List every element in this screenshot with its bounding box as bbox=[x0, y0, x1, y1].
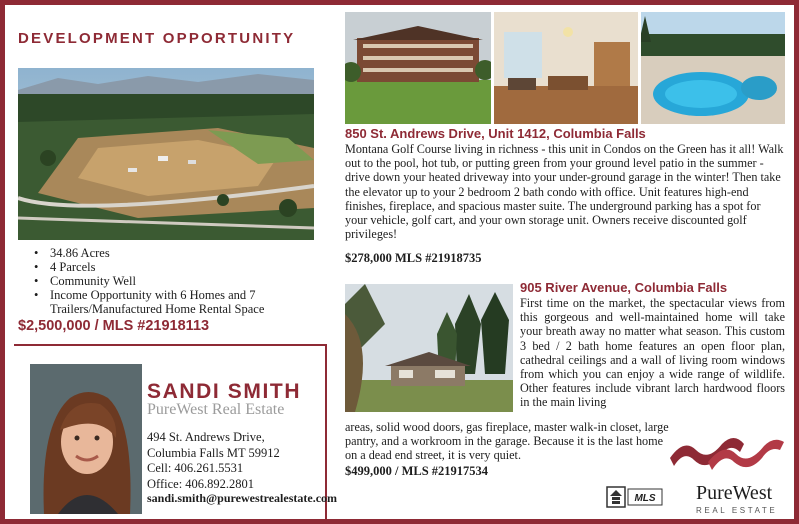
feature-acres: • 34.86 Acres bbox=[28, 246, 323, 260]
equal-housing-icon bbox=[606, 486, 664, 508]
listing1-description: Montana Golf Course living in richness - this unit in Condos on the Green has it all! Walk out to the pool, hot tub, or putting green from your ground level patio in the summer - drive down your heated driveway into your under-ground garage in the winter! Then take the elevator up to your 2 bedroom 2 bath condo with office. Unit features high-end finishes, fireplace, and spacious master suite. The underground parking has a spot for your vehicle, golf cart, and your own storage unit. Owners receive discounted golf privileges! bbox=[345, 142, 784, 242]
aerial-photo bbox=[18, 68, 314, 240]
feature-income: • Income Opportunity with 6 Homes and 7 Trailers/Manufactured Home Rental Space bbox=[28, 288, 323, 316]
feature-well: • Community Well bbox=[28, 274, 323, 288]
agent-office: Office: 406.892.2801 bbox=[147, 476, 255, 491]
listing1-photos bbox=[345, 12, 785, 124]
feature-parcels: • 4 Parcels bbox=[28, 260, 323, 274]
purewest-logo-subtitle: REAL ESTATE bbox=[696, 506, 778, 515]
agent-firm: PureWest Real Estate bbox=[147, 401, 285, 418]
development-price-mls: $2,500,000 / MLS #21918113 bbox=[18, 318, 210, 334]
purewest-logo: PureWest bbox=[696, 482, 773, 504]
listing2-title: 905 River Avenue, Columbia Falls bbox=[520, 280, 728, 295]
listing1-title: 850 St. Andrews Drive, Unit 1412, Columbia Falls bbox=[345, 126, 646, 141]
listing2-price-mls: $499,000 / MLS #21917534 bbox=[345, 464, 489, 478]
mls-badge-text: MLS bbox=[634, 493, 656, 504]
listing2-photo bbox=[345, 284, 513, 412]
pool-photo bbox=[641, 12, 785, 124]
condo-exterior-photo bbox=[345, 12, 491, 124]
listing2-description-part2: areas, solid wood doors, gas fireplace, master walk-in closet, large pantry, and a workroom in the garage. Because it is the last home on a dead end street, it is very quiet. bbox=[345, 420, 669, 463]
agent-address-line2: Columbia Falls MT 59912 bbox=[147, 445, 280, 460]
agent-name: SANDI SMITH bbox=[147, 380, 302, 403]
agent-portrait bbox=[30, 364, 142, 514]
agent-address-line1: 494 St. Andrews Drive, bbox=[147, 430, 265, 444]
condo-interior-photo bbox=[494, 12, 638, 124]
agent-contact bbox=[147, 430, 280, 492]
agent-email[interactable]: sandi.smith@purewestrealestate.com bbox=[147, 491, 338, 505]
equal-housing-mls-badge bbox=[606, 486, 664, 508]
development-features bbox=[28, 246, 323, 316]
development-title: DEVELOPMENT OPPORTUNITY bbox=[18, 30, 296, 47]
agent-cell: Cell: 406.261.5531 bbox=[147, 461, 244, 475]
listing1-price-mls: $278,000 MLS #21918735 bbox=[345, 251, 482, 265]
divider-horizontal bbox=[14, 344, 325, 346]
listing2-description-part1: First time on the market, the spectacular views from this gorgeous and well-maintained home will take your breath away no matter what season. This custom 3 bed / 2 bath home features an open floor plan, cathedral ceilings and a wall of living room windows from which you can enjoy a wide range of wildlife. Other features include vibrant larch hardwood floors in the main living bbox=[520, 296, 785, 410]
purewest-ribbon-icon bbox=[668, 428, 786, 474]
